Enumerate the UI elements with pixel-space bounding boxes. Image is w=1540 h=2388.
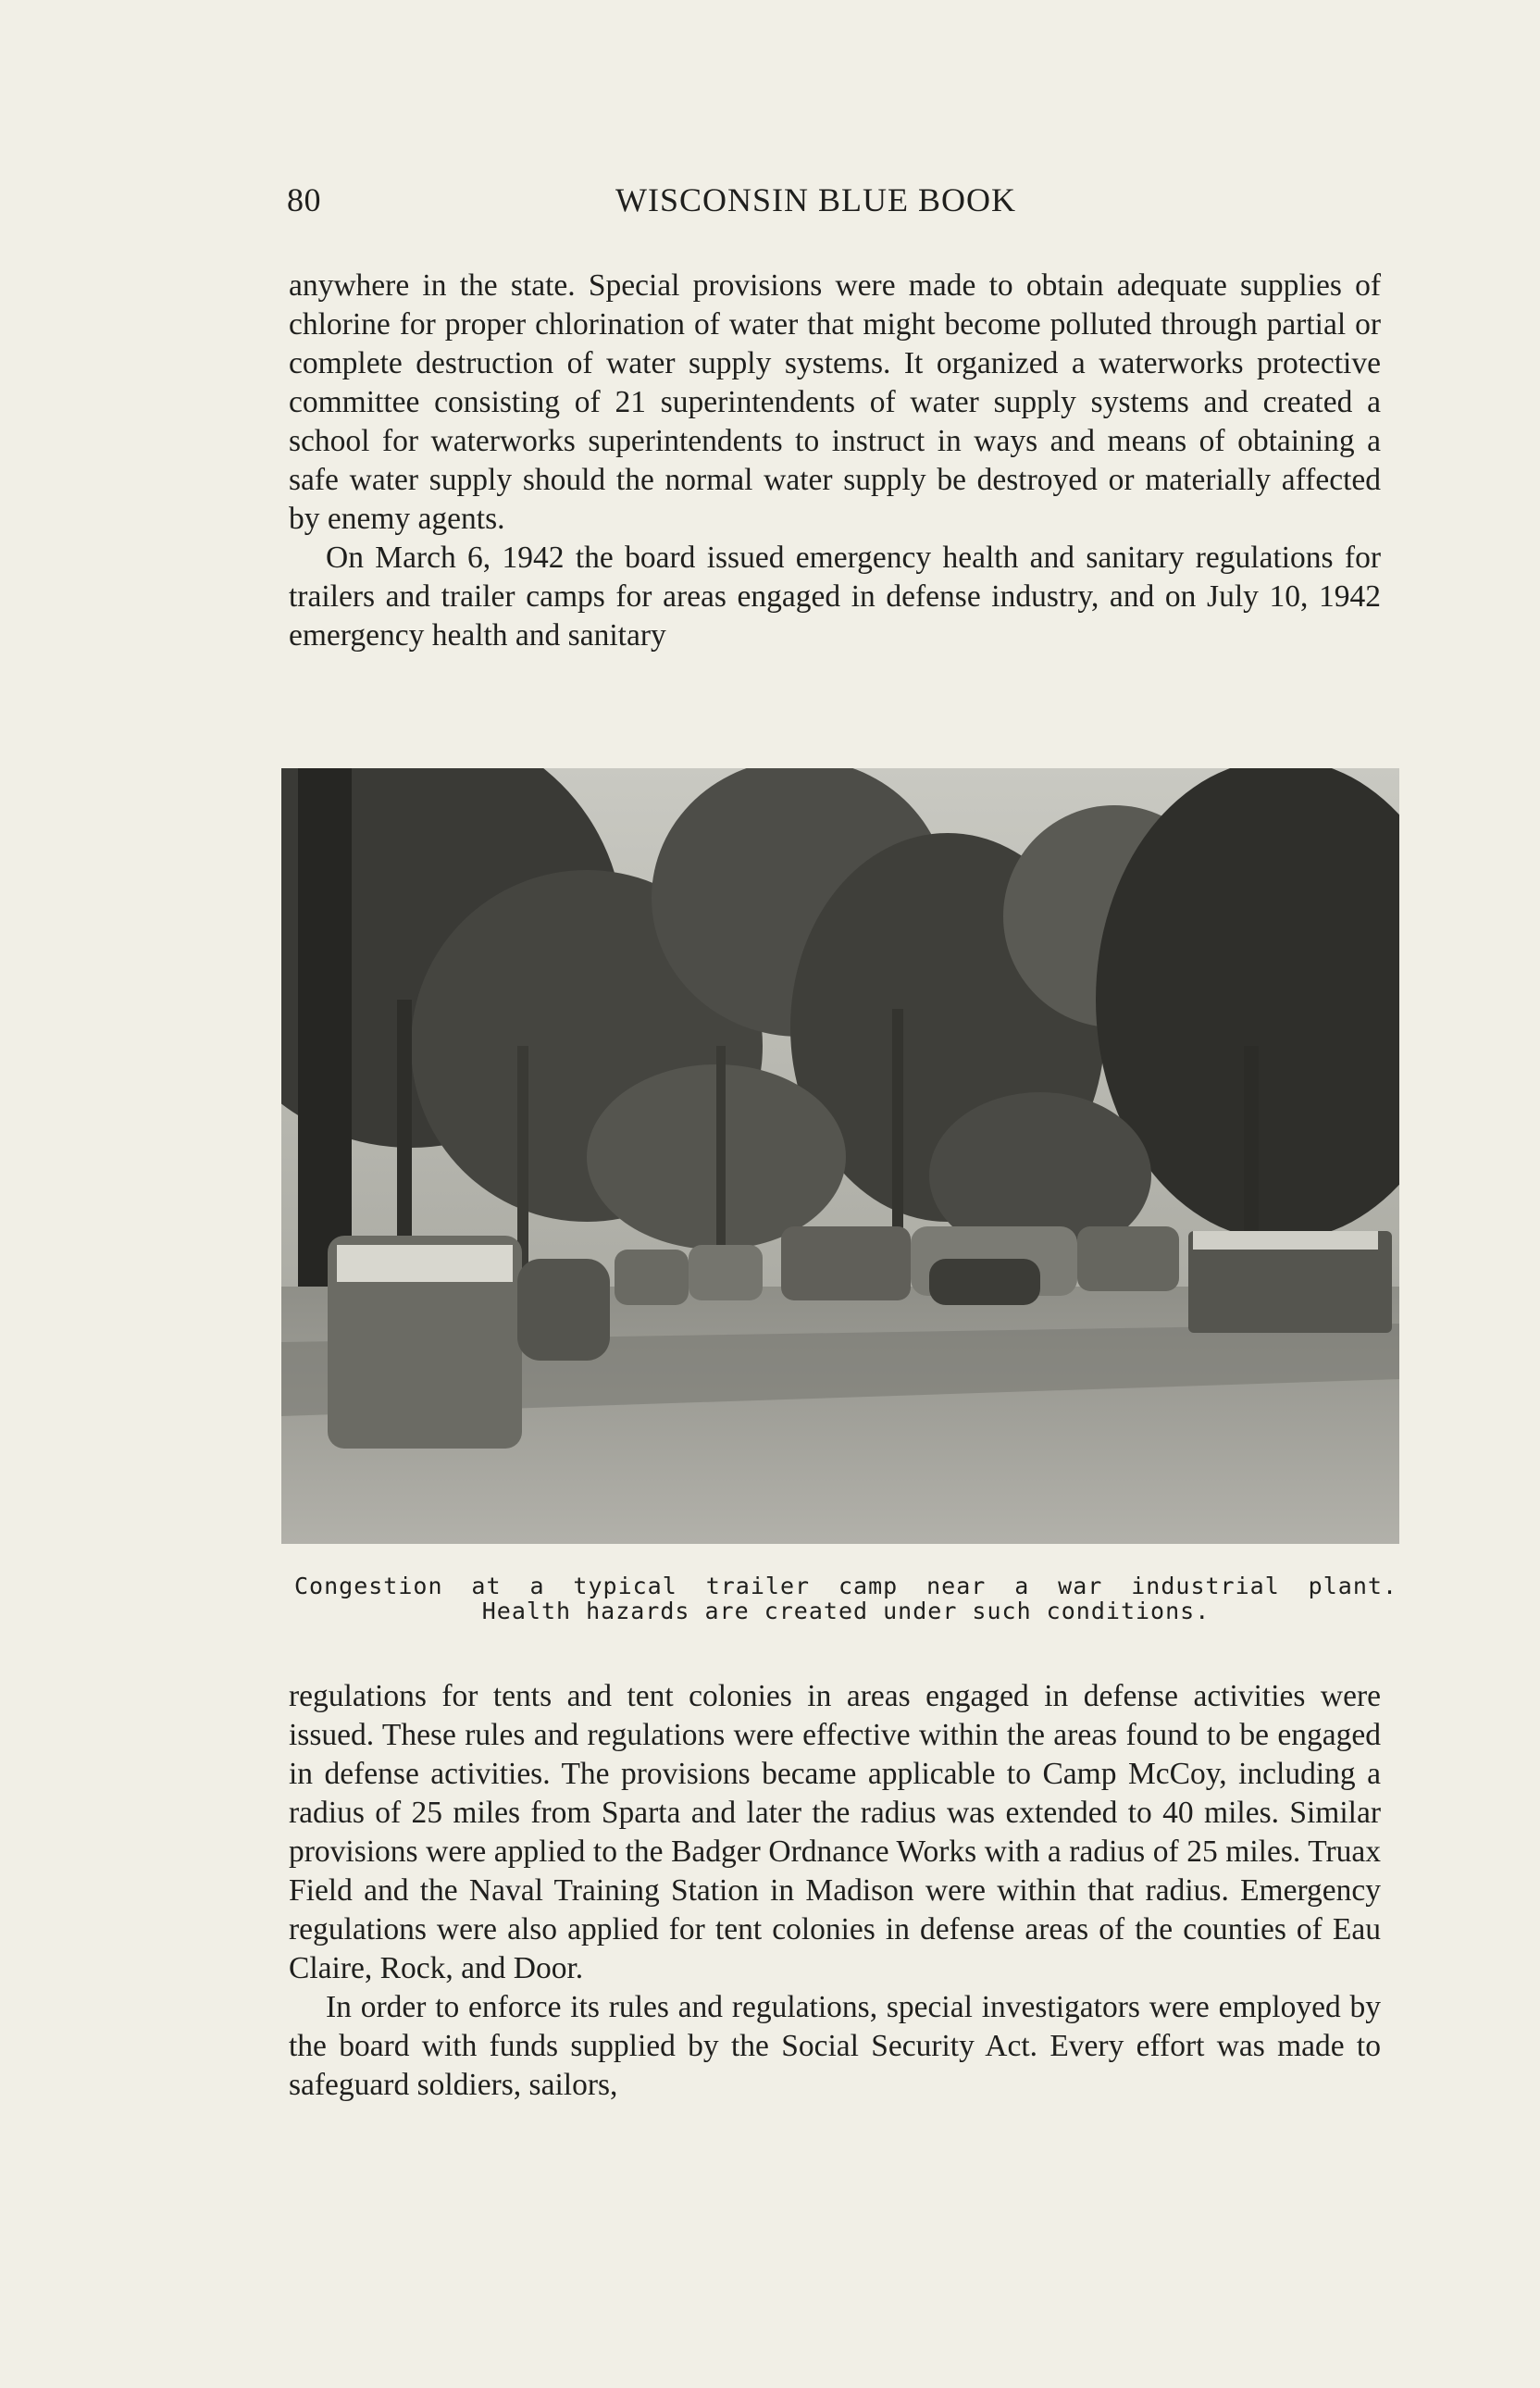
body-text-bottom xyxy=(289,1677,1381,2105)
paragraph: regulations for tents and tent colonies in areas engaged in defense activities were issued. These rules and regulations were effective within the areas found to be engaged in defense activities. The provisions became applicable to Camp McCoy, including a radius of 25 miles from Sparta and later the radius was extended to 40 miles. Similar provisions were applied to the Badger Ordnance Works with a radius of 25 miles. Truax Field and the Naval Training Station in Madison were within that radius. Emergency regulations were also applied for tent colonies in defense areas of the counties of Eau Claire, Rock, and Door. xyxy=(289,1679,1381,1985)
trailer-camp-photograph xyxy=(281,768,1399,1544)
figure-caption xyxy=(294,1573,1397,1623)
paragraph: In order to enforce its rules and regulations, special investigators were employed by the board with funds supplied by the Social Security Act. Every effort was made to safeguard soldiers, sailors, xyxy=(289,1990,1381,2102)
paragraph: anywhere in the state. Special provisions were made to obtain adequate supplies of chlorine for proper chlorination of water that might become polluted through partial or complete destruction of water supply systems. It organized a waterworks protective committee consisting of 21 superintendents of water supply systems and created a school for waterworks superintendents to instruct in ways and means of obtaining a safe water supply should the normal water supply be destroyed or materially affected by enemy agents. xyxy=(289,268,1381,536)
body-text-top xyxy=(289,267,1381,655)
page-header xyxy=(287,180,1379,236)
running-head: WISCONSIN BLUE BOOK xyxy=(615,181,1016,218)
paragraph: On March 6, 1942 the board issued emergency health and sanitary regulations for trailers and trailer camps for areas engaged in defense industry, and on July 10, 1942 emergency health and sanitary xyxy=(289,541,1381,653)
caption-line-2: Health hazards are created under such conditions. xyxy=(481,1598,1211,1624)
page-number: 80 xyxy=(287,181,321,218)
caption-line-1: Congestion at a typical trailer camp near a war industrial plant. xyxy=(294,1573,1397,1599)
